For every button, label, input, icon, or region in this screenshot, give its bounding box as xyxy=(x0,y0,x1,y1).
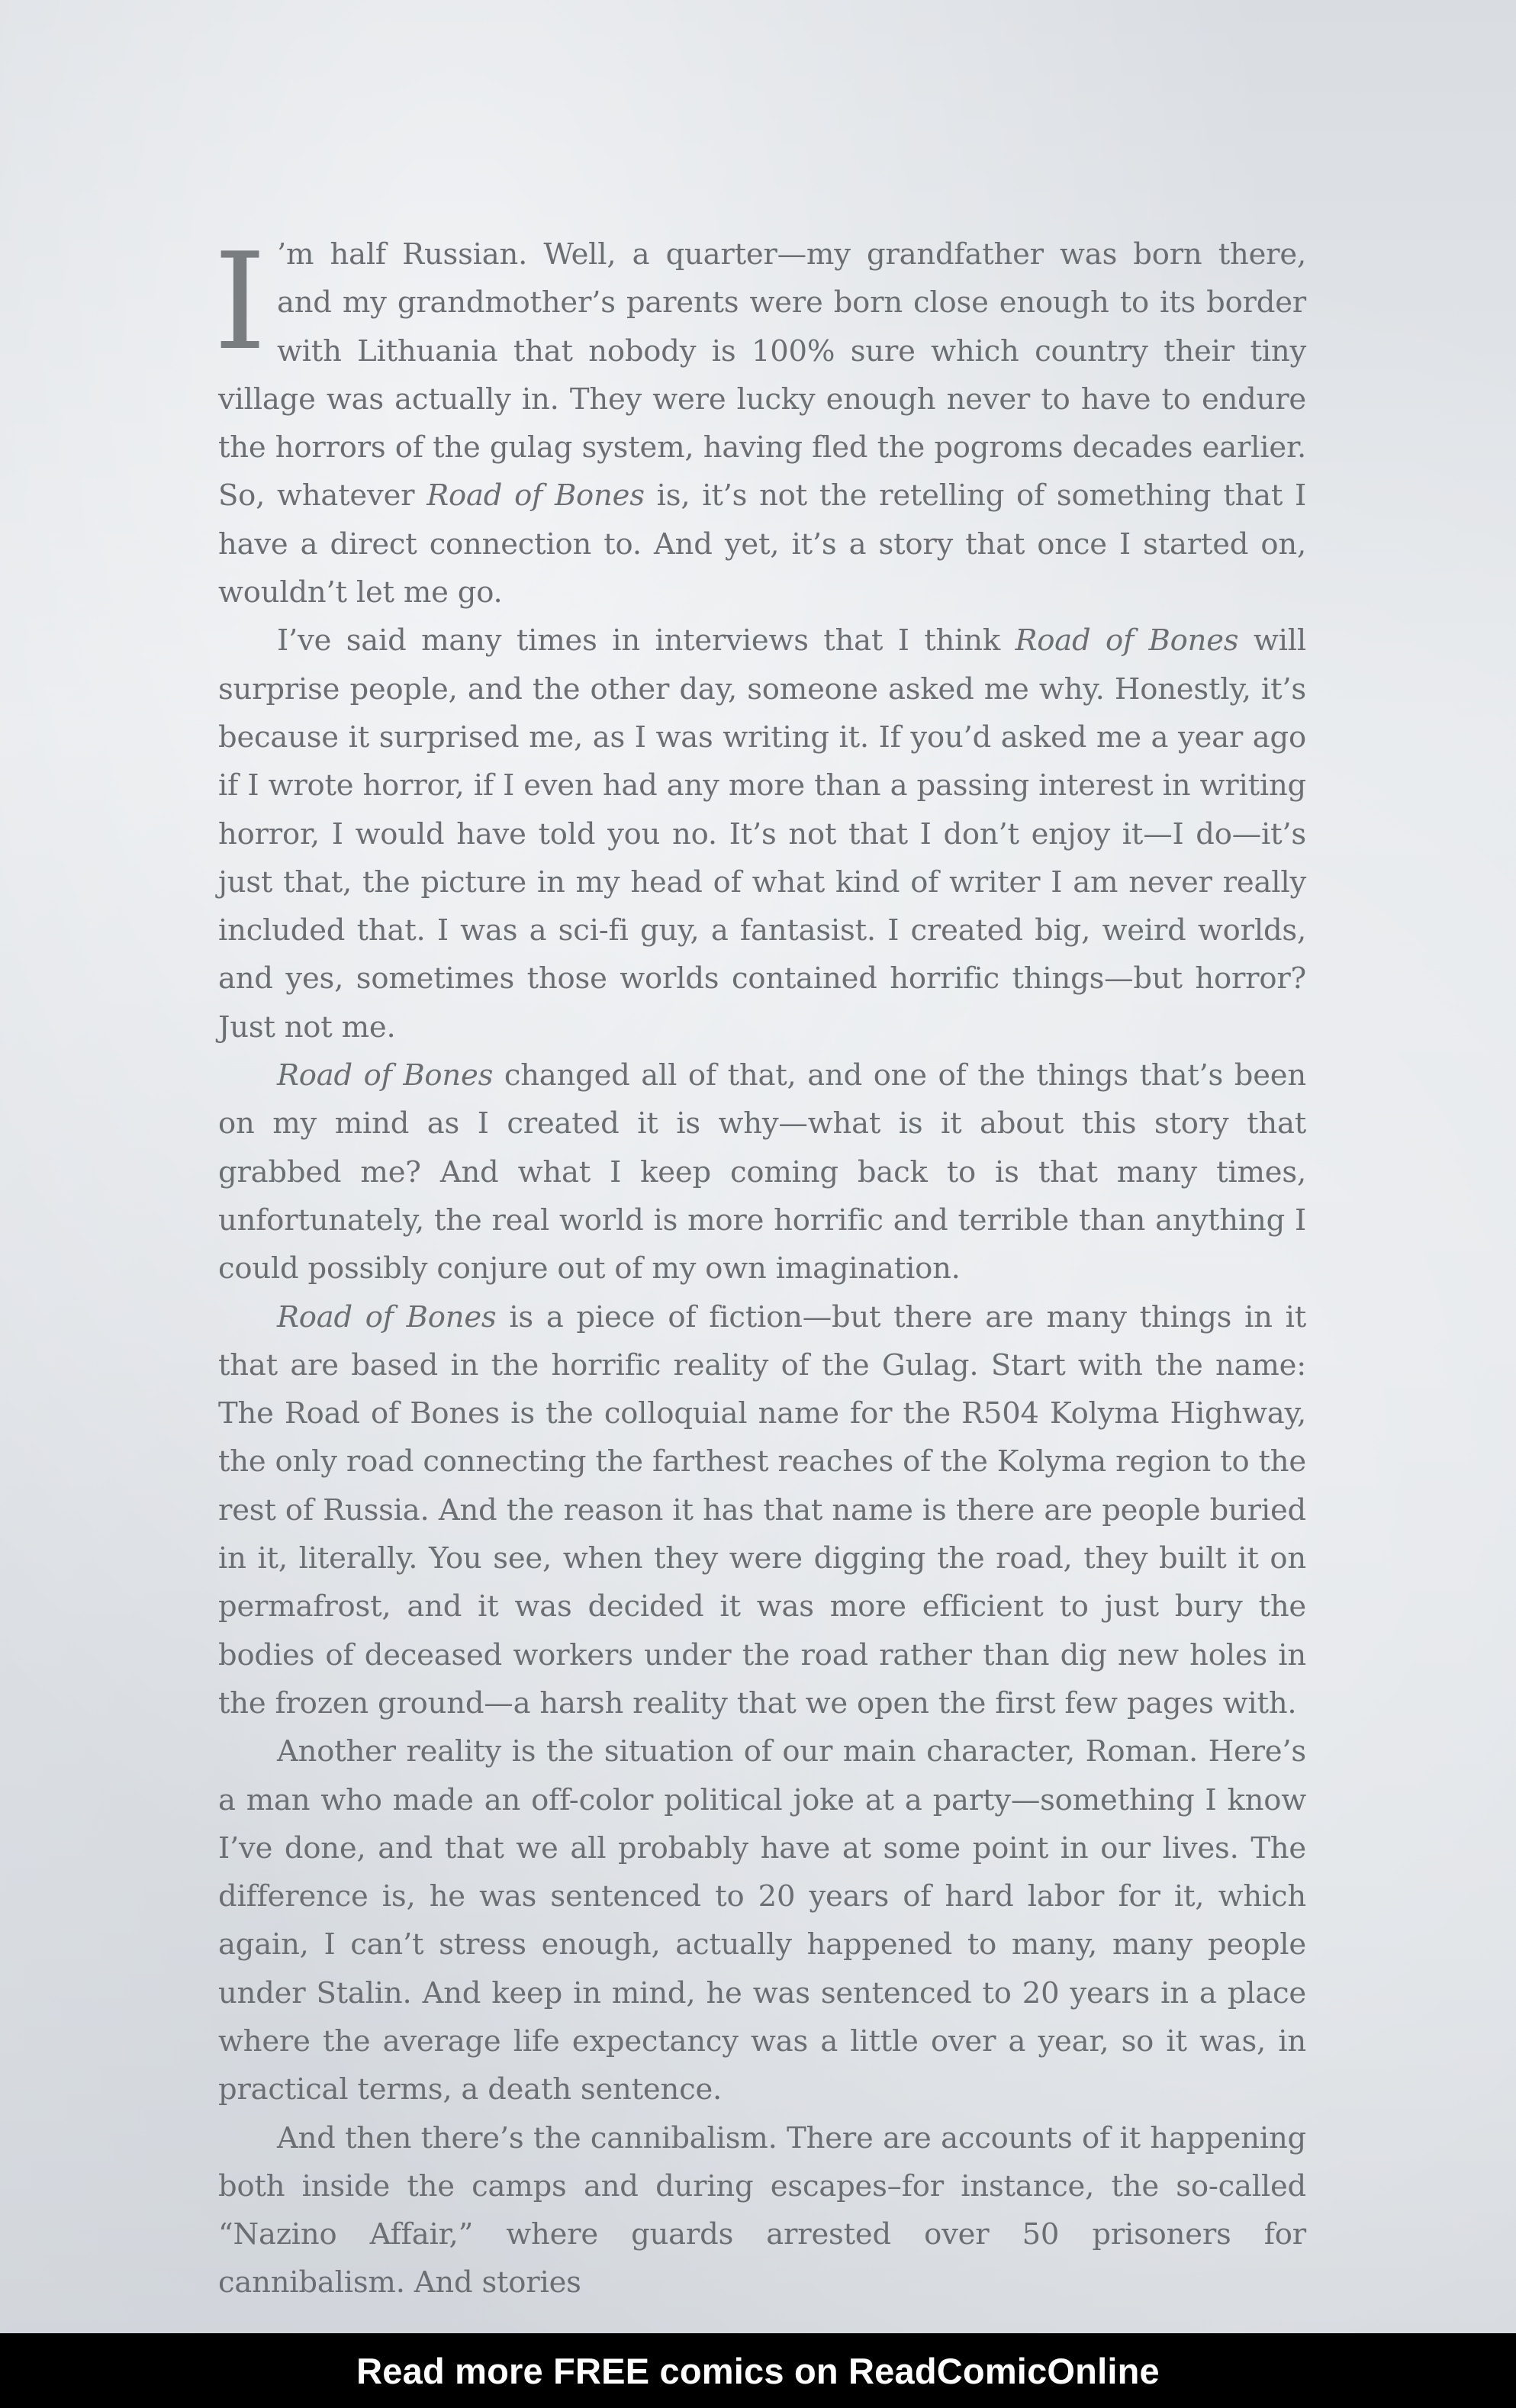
paragraph-2 xyxy=(218,616,1306,1051)
paragraph-3-text: changed all of that, and one of the things that’s been on my mind as I created it is why—what is it about this story that grabbed me? And what I keep coming back to is that many times, unfortunately, the real world is more horrific and terrible than anything I could possibly conjure out of my own imagination. xyxy=(218,1058,1306,1286)
paragraph-2-text-continued: will surprise people, and the other day, someone asked me why. Honestly, it’s because it surprised me, as I was writing it. If you’d asked me a year ago if I wrote horror, if I even had any more than a passing interest in writing horror, I would have told you no. It’s not that I don’t enjoy it—I do—it’s just that, the picture in my head of what kind of writer I am never really included that. I was a sci-fi guy, a fantasist. I created big, weird worlds, and yes, sometimes those worlds contained horrific things—but horror? Just not me. xyxy=(218,623,1306,1045)
title-italic: Road of Bones xyxy=(426,478,645,513)
title-italic: Road of Bones xyxy=(277,1058,494,1093)
paragraph-4 xyxy=(218,1293,1306,1728)
paragraph-1-text: ’m half Russian. Well, a quarter—my grandfather was born there, and my grandmother’s parents were born close enough to its border with Lithuania that nobody is 100% sure which country their tiny village was actually in. They were lucky enough never to have to endure the horrors of the gulag system, having fled the pogroms decades earlier. So, whatever xyxy=(218,237,1306,513)
paragraph-5 xyxy=(218,1727,1306,2113)
footer-banner-text[interactable]: Read more FREE comics on ReadComicOnline xyxy=(356,2350,1160,2391)
title-italic: Road of Bones xyxy=(277,1299,497,1334)
paragraph-5-text: Another reality is the situation of our main character, Roman. Here’s a man who made an off-color political joke at a party—something I know I’ve done, and that we all probably have at some point in our lives. The difference is, he was sentenced to 20 years of hard labor for it, which again, I can’t stress enough, actually happened to many, many people under Stalin. And keep in mind, he was sentenced to 20 years in a place where the average life expectancy was a little over a year, so it was, in practical terms, a death sentence. xyxy=(218,1734,1306,2107)
essay-text xyxy=(214,225,1306,2307)
paragraph-2-text: I’ve said many times in interviews that I think xyxy=(277,623,1015,658)
paragraph-4-text: is a piece of fiction—but there are many things in it that are based in the horrific reality of the Gulag. Start with the name: The Road of Bones is the colloquial name for the R504 Kolyma Highway, the only road connecting the farthest reaches of the Kolyma region to the rest of Russia. And the reason it has that name is there are people buried in it, literally. You see, when they were digging the road, they built it on permafrost, and it was decided it was more efficient to just bury the bodies of deceased workers under the road rather than dig new holes in the frozen ground—a harsh reality that we open the first few pages with. xyxy=(218,1299,1306,1721)
footer-banner[interactable] xyxy=(0,2333,1516,2408)
paragraph-3 xyxy=(218,1051,1306,1293)
drop-cap: I xyxy=(214,225,266,380)
paragraph-6-text: And then there’s the cannibalism. There are accounts of it happening both inside the camps and during escapes–for instance, the so-called “Nazino Affair,” where guards arrested over 50 prisoners for cannibalism. And stories xyxy=(218,2120,1306,2300)
paragraph-1 xyxy=(214,225,1306,616)
paragraph-1-text-continued: is, it’s not the retelling of something that I have a direct connection to. And yet, it’s a story that once I started on, wouldn’t let me go. xyxy=(218,478,1306,610)
title-italic: Road of Bones xyxy=(1015,623,1239,658)
paragraph-6 xyxy=(218,2114,1306,2307)
